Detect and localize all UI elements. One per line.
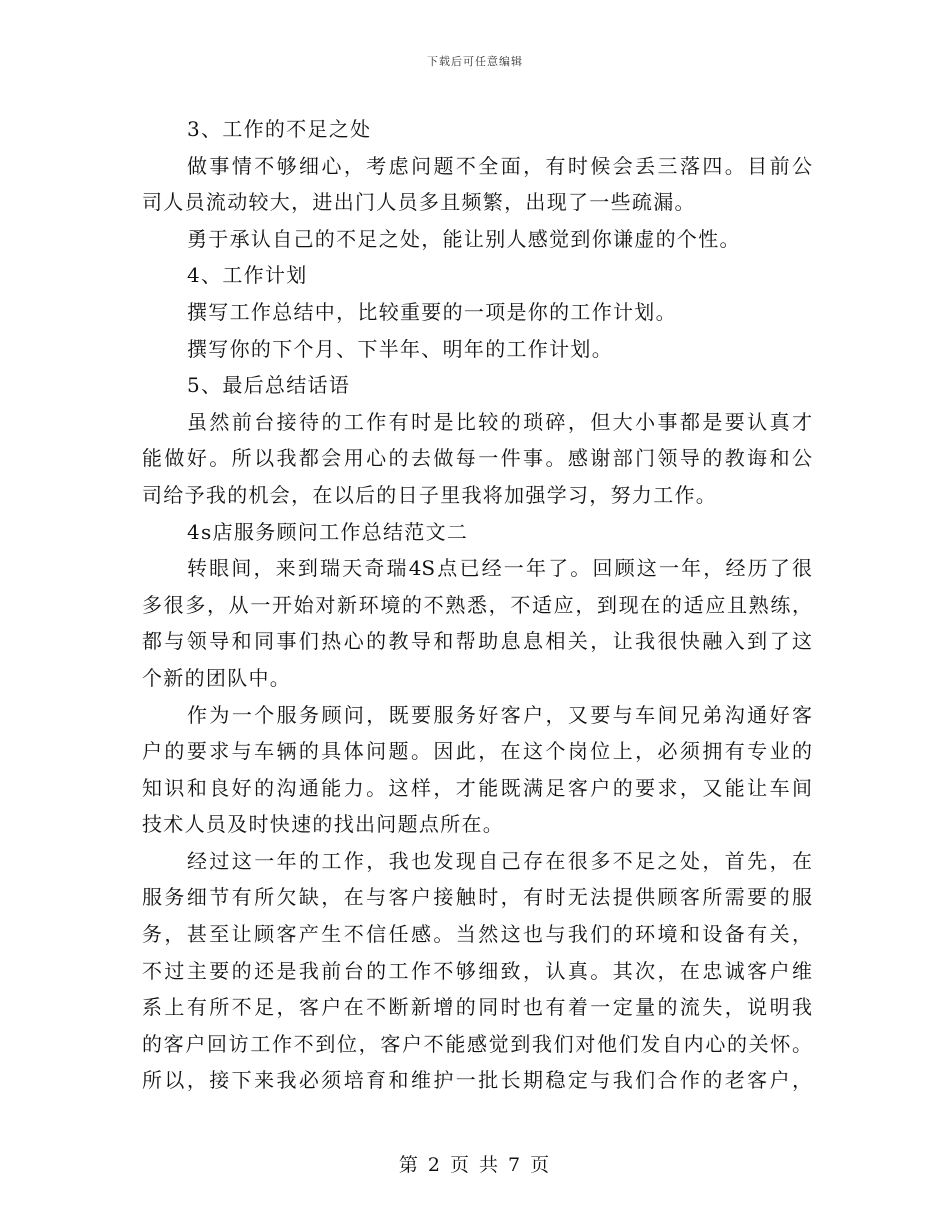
paragraph-line: 多很多，从一开始对新环境的不熟悉，不适应，到现在的适应且熟练， <box>142 592 812 617</box>
paragraph-line: 撰写你的下个月、下半年、明年的工作计划。 <box>187 336 613 361</box>
paragraph-line: 撰写工作总结中，比较重要的一项是你的工作计划。 <box>187 299 677 324</box>
page-number: 第 2 页 共 7 页 <box>398 1154 552 1176</box>
paragraph-line: 勇于承认自己的不足之处，能让别人感觉到你谦虚的个性。 <box>187 226 741 251</box>
paragraph-line: 服务细节有所欠缺，在与客户接触时，有时无法提供顾客所需要的服 <box>142 885 812 910</box>
paragraph-line: 务，甚至让顾客产生不信任感。当然这也与我们的环境和设备有关， <box>142 922 812 947</box>
paragraph-line: 司给予我的机会，在以后的日子里我将加强学习，努力工作。 <box>142 482 718 507</box>
paragraph-line: 个新的团队中。 <box>142 665 292 690</box>
paragraph-line: 不过主要的还是我前台的工作不够细致，认真。其次，在忠诚客户维 <box>142 958 812 983</box>
section-heading: 4、工作计划 <box>187 263 308 288</box>
paragraph-line: 作为一个服务顾问，既要服务好客户，又要与车间兄弟沟通好客 <box>187 702 812 727</box>
document-body <box>142 111 812 1099</box>
article-title: 4s店服务顾问工作总结范文二 <box>187 519 469 544</box>
paragraph-line: 做事情不够细心，考虑问题不全面，有时候会丢三落四。目前公 <box>187 153 812 178</box>
paragraph-line: 司人员流动较大，进出门人员多且频繁，出现了一些疏漏。 <box>142 190 696 215</box>
paragraph-line: 所以，接下来我必须培育和维护一批长期稳定与我们合作的老客户， <box>142 1068 812 1093</box>
paragraph-line: 系上有所不足，客户在不断新增的同时也有着一定量的流失，说明我 <box>142 995 812 1020</box>
section-heading: 3、工作的不足之处 <box>187 117 372 141</box>
paragraph-line: 都与领导和同事们热心的教导和帮助息息相关，让我很快融入到了这 <box>142 629 812 654</box>
paragraph-line: 能做好。所以我都会用心的去做每一件事。感谢部门领导的教诲和公 <box>142 446 812 471</box>
paragraph-line: 经过这一年的工作，我也发现自己存在很多不足之处，首先，在 <box>187 848 812 873</box>
paragraph-line: 知识和良好的沟通能力。这样，才能既满足客户的要求，又能让车间 <box>142 775 812 800</box>
paragraph-line: 转眼间，来到瑞天奇瑞4S点已经一年了。回顾这一年，经历了很 <box>187 556 812 581</box>
paragraph-line: 的客户回访工作不到位，客户不能感觉到我们对他们发自内心的关怀。 <box>142 1031 812 1056</box>
paragraph-line: 户的要求与车辆的具体问题。因此，在这个岗位上，必须拥有专业的 <box>142 739 812 764</box>
paragraph-line: 技术人员及时快速的找出问题点所在。 <box>142 812 505 837</box>
section-heading: 5、最后总结话语 <box>187 373 351 398</box>
page-header: 下载后可任意编辑 <box>427 55 523 68</box>
paragraph-line: 虽然前台接待的工作有时是比较的琐碎，但大小事都是要认真才 <box>187 409 812 434</box>
